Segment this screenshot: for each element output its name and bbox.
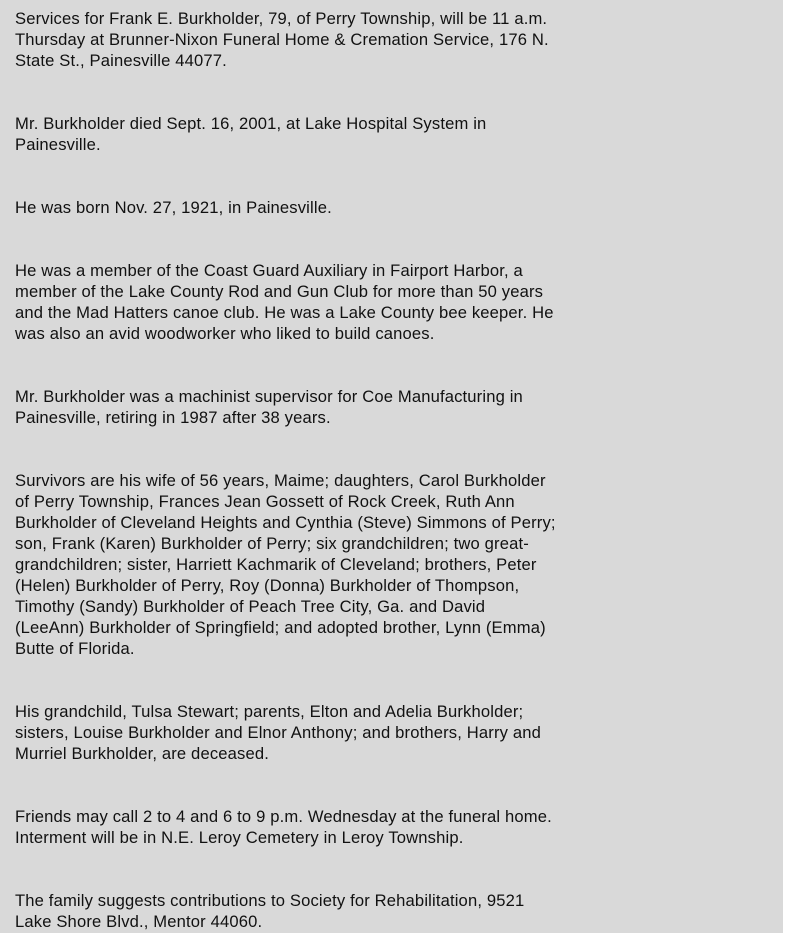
paragraph-contributions xyxy=(15,890,783,932)
paragraph-memberships xyxy=(15,260,783,344)
text-line: Friends may call 2 to 4 and 6 to 9 p.m. Wednesday at the funeral home. xyxy=(15,807,552,826)
text-line: He was born Nov. 27, 1921, in Painesville. xyxy=(15,198,332,217)
paragraph-visitation xyxy=(15,806,783,848)
text-line: (LeeAnn) Burkholder of Springfield; and adopted brother, Lynn (Emma) xyxy=(15,618,546,637)
text-line: (Helen) Burkholder of Perry, Roy (Donna) Burkholder of Thompson, xyxy=(15,576,520,595)
text-line: Timothy (Sandy) Burkholder of Peach Tree City, Ga. and David xyxy=(15,597,486,616)
text-line: Interment will be in N.E. Leroy Cemetery in Leroy Township. xyxy=(15,828,464,847)
text-line: Butte of Florida. xyxy=(15,639,135,658)
paragraph-career xyxy=(15,386,783,428)
text-line: The family suggests contributions to Society for Rehabilitation, 9521 xyxy=(15,891,525,910)
text-line: Painesville. xyxy=(15,135,101,154)
text-line: Services for Frank E. Burkholder, 79, of Perry Township, will be 11 a.m. xyxy=(15,9,548,28)
text-line: sisters, Louise Burkholder and Elnor Anthony; and brothers, Harry and xyxy=(15,723,541,742)
text-line: State St., Painesville 44077. xyxy=(15,51,227,70)
paragraph-birth xyxy=(15,197,783,218)
text-line: grandchildren; sister, Harriett Kachmarik of Cleveland; brothers, Peter xyxy=(15,555,537,574)
text-line: was also an avid woodworker who liked to build canoes. xyxy=(15,324,435,343)
text-line: He was a member of the Coast Guard Auxiliary in Fairport Harbor, a xyxy=(15,261,523,280)
text-line: His grandchild, Tulsa Stewart; parents, Elton and Adelia Burkholder; xyxy=(15,702,524,721)
text-line: Mr. Burkholder was a machinist supervisor for Coe Manufacturing in xyxy=(15,387,523,406)
text-line: member of the Lake County Rod and Gun Club for more than 50 years xyxy=(15,282,544,301)
text-line: Murriel Burkholder, are deceased. xyxy=(15,744,269,763)
text-line: Thursday at Brunner-Nixon Funeral Home & Cremation Service, 176 N. xyxy=(15,30,549,49)
text-line: Survivors are his wife of 56 years, Maime; daughters, Carol Burkholder xyxy=(15,471,546,490)
text-line: of Perry Township, Frances Jean Gossett of Rock Creek, Ruth Ann xyxy=(15,492,515,511)
text-line: and the Mad Hatters canoe club. He was a Lake County bee keeper. He xyxy=(15,303,554,322)
text-line: son, Frank (Karen) Burkholder of Perry; six grandchildren; two great- xyxy=(15,534,529,553)
paragraph-services xyxy=(15,8,783,71)
text-line: Painesville, retiring in 1987 after 38 years. xyxy=(15,408,331,427)
paragraph-deceased xyxy=(15,701,783,764)
text-line: Mr. Burkholder died Sept. 16, 2001, at Lake Hospital System in xyxy=(15,114,487,133)
paragraph-survivors xyxy=(15,470,783,659)
paragraph-death xyxy=(15,113,783,155)
obituary-text xyxy=(15,8,783,933)
text-line: Burkholder of Cleveland Heights and Cynthia (Steve) Simmons of Perry; xyxy=(15,513,556,532)
text-line: Lake Shore Blvd., Mentor 44060. xyxy=(15,912,263,931)
